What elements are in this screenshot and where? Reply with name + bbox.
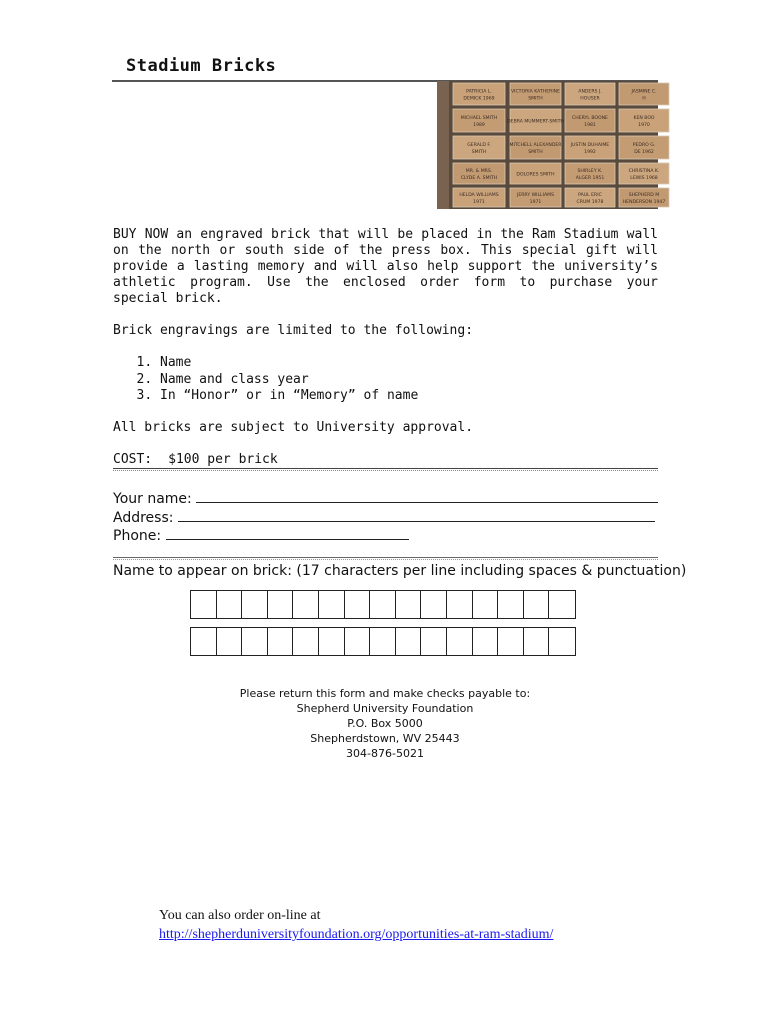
engraved-brick (510, 83, 561, 105)
engraved-brick (619, 83, 669, 105)
phone-input-line[interactable] (166, 525, 409, 540)
engraved-brick (565, 163, 615, 184)
brick-engraving-text: PEDRO G. (632, 143, 656, 148)
brick-engraving-text: 1970 (638, 123, 650, 128)
brick-engraving-text: 1971 (529, 200, 542, 205)
character-box[interactable] (293, 591, 319, 618)
cost-value: $100 per brick (168, 452, 278, 467)
character-box[interactable] (524, 591, 550, 618)
character-box[interactable] (319, 628, 345, 655)
character-box[interactable] (473, 591, 499, 618)
engraved-brick (453, 188, 505, 207)
po-box: P.O. Box 5000 (347, 717, 423, 730)
brick-engraving-text: MITCHELL ALEXANDER (509, 143, 562, 148)
brick-engraving-text: SMITH (528, 96, 543, 102)
engraved-brick (619, 109, 669, 132)
list-item: 3. In “Honor” or in “Memory” of name (160, 388, 418, 405)
intro-paragraph: BUY NOW an engraved brick that will be placed in the Ram Stadium wall on the north or south side of the press box. This special gift will provide a lasting memory and will also help support the university’s athletic program. Use the enclosed order form to purchase your special brick. (113, 227, 658, 306)
return-instruction: Please return this form and make checks payable to: (239, 687, 531, 700)
character-box[interactable] (242, 628, 268, 655)
character-box[interactable] (549, 628, 575, 655)
brick-text-label: Name to appear on brick: (17 characters per line including spaces & punctuation) (113, 563, 687, 579)
character-box[interactable] (217, 591, 243, 618)
address-label: Address: (113, 510, 174, 526)
character-box[interactable] (524, 628, 550, 655)
brick-engraving-text: DEBRA MUMMERT-SMITH (507, 119, 564, 125)
foundation-name: Shepherd University Foundation (296, 702, 474, 715)
engraved-brick (510, 188, 561, 207)
character-box[interactable] (447, 591, 473, 618)
address-field[interactable] (113, 507, 655, 527)
brick-engraving-text: H (642, 96, 646, 102)
character-box[interactable] (268, 591, 294, 618)
character-box[interactable] (191, 628, 217, 655)
brick-engraving-text: PATRICIA L. (466, 89, 492, 95)
brick-engraving-text: MR. & MRS. (465, 169, 493, 174)
brick-line-2-grid[interactable] (190, 627, 576, 656)
divider (113, 470, 658, 471)
brick-engraving-text: SMITH (471, 150, 487, 155)
address-input-line[interactable] (178, 507, 655, 522)
brick-engraving-text: HOUSER (580, 96, 600, 102)
brick-engraving-text: DE 1962 (634, 150, 654, 155)
character-box[interactable] (447, 628, 473, 655)
character-box[interactable] (319, 591, 345, 618)
city-state-zip: Shepherdstown, WV 25443 (310, 732, 460, 745)
name-field[interactable] (113, 488, 658, 508)
list-item: 1. Name (160, 355, 418, 372)
brick-engraving-text: 1981 (584, 123, 596, 128)
character-box[interactable] (370, 628, 396, 655)
cost-label: COST: (113, 452, 153, 467)
character-box[interactable] (370, 591, 396, 618)
engraved-brick (507, 109, 564, 132)
brick-engraving-text: DOLORES SMITH (516, 172, 555, 178)
name-label: Your name: (113, 491, 192, 507)
engraved-brick (619, 188, 669, 207)
brick-wall-photo (437, 81, 666, 209)
divider (113, 557, 658, 558)
character-box[interactable] (345, 591, 371, 618)
online-order-note (159, 906, 553, 944)
character-box[interactable] (242, 591, 268, 618)
engraved-brick (510, 136, 563, 159)
list-item: 2. Name and class year (160, 372, 418, 389)
engraving-limits-text: Brick engravings are limited to the following: (113, 323, 474, 338)
brick-engraving-text: KEN BOO (633, 116, 655, 121)
brick-engraving-text: HELDA WILLIAMS (459, 193, 499, 198)
brick-line-1-grid[interactable] (190, 590, 576, 619)
brick-engraving-text: SHEPHERD M (628, 193, 660, 198)
character-box[interactable] (293, 628, 319, 655)
engraving-options-list (136, 355, 418, 405)
engraved-brick (453, 163, 505, 184)
brick-engraving-text: CHRISTINA K. (628, 169, 660, 174)
brick-engraving-text: SHIRLEY K. (577, 169, 603, 174)
online-text: You can also order on-line at (159, 908, 321, 923)
engraved-brick (619, 136, 669, 159)
divider (113, 559, 658, 560)
brick-engraving-text: 1989 (473, 123, 485, 128)
character-box[interactable] (473, 628, 499, 655)
engraved-brick (565, 109, 615, 132)
brick-engraving-text: JASMINE C. (631, 89, 657, 95)
brick-engraving-text: 1992 (584, 150, 596, 155)
engraved-brick (565, 188, 615, 207)
engraved-brick (565, 83, 615, 105)
engraved-brick (453, 83, 505, 105)
brick-engraving-text: LEWIS 1968 (630, 176, 658, 181)
engraved-brick (453, 136, 505, 159)
name-input-line[interactable] (196, 488, 658, 503)
brick-engraving-text: SMITH (528, 150, 543, 155)
brick-engraving-text: VICTORIA KATHERINE (510, 89, 561, 95)
brick-engraving-text: CHERYL BOONE (572, 116, 608, 121)
cost-line (113, 452, 658, 469)
wall-edge (437, 81, 449, 209)
engraved-brick (565, 136, 615, 159)
brick-engraving-text: HENDERSON 1947 (622, 200, 666, 205)
return-address (185, 686, 585, 761)
character-box[interactable] (396, 591, 422, 618)
character-box[interactable] (421, 628, 447, 655)
engraved-brick (619, 163, 669, 184)
character-box[interactable] (345, 628, 371, 655)
brick-engraving-text: MICHAEL SMITH (460, 116, 498, 121)
brick-engraving-text: ALGER 1951 (575, 176, 605, 181)
brick-engraving-text: JERRY WILLIAMS (516, 193, 555, 198)
phone-field[interactable] (113, 525, 409, 545)
phone-label: Phone: (113, 528, 162, 544)
brick-engraving-text: 1971 (473, 200, 485, 205)
character-box[interactable] (421, 591, 447, 618)
brick-engraving-text: JUSTIN DUHAIME (570, 143, 610, 148)
engraved-brick (453, 109, 505, 132)
character-box[interactable] (217, 628, 243, 655)
brick-engraving-text: ANDERS J. (578, 89, 602, 95)
online-order-link[interactable]: http://shepherduniversityfoundation.org/opportunities-at-ram-stadium/ (159, 927, 554, 942)
character-box[interactable] (396, 628, 422, 655)
brick-engraving-text: CLYDE A. SMITH (460, 176, 498, 181)
page-title: Stadium Bricks (126, 56, 277, 76)
brick-engraving-text: DEMICK 1969 (463, 96, 495, 102)
phone-number: 304-876-5021 (346, 747, 424, 760)
engraved-brick (510, 163, 561, 184)
approval-note: All bricks are subject to University approval. (113, 420, 474, 435)
brick-engraving-text: GERALD F. (467, 143, 491, 148)
brick-engraving-text: CRUM 1978 (576, 200, 604, 205)
character-box[interactable] (191, 591, 217, 618)
character-box[interactable] (549, 591, 575, 618)
character-box[interactable] (498, 591, 524, 618)
character-box[interactable] (268, 628, 294, 655)
character-box[interactable] (498, 628, 524, 655)
brick-engraving-text: PAUL ERIC (578, 193, 602, 198)
